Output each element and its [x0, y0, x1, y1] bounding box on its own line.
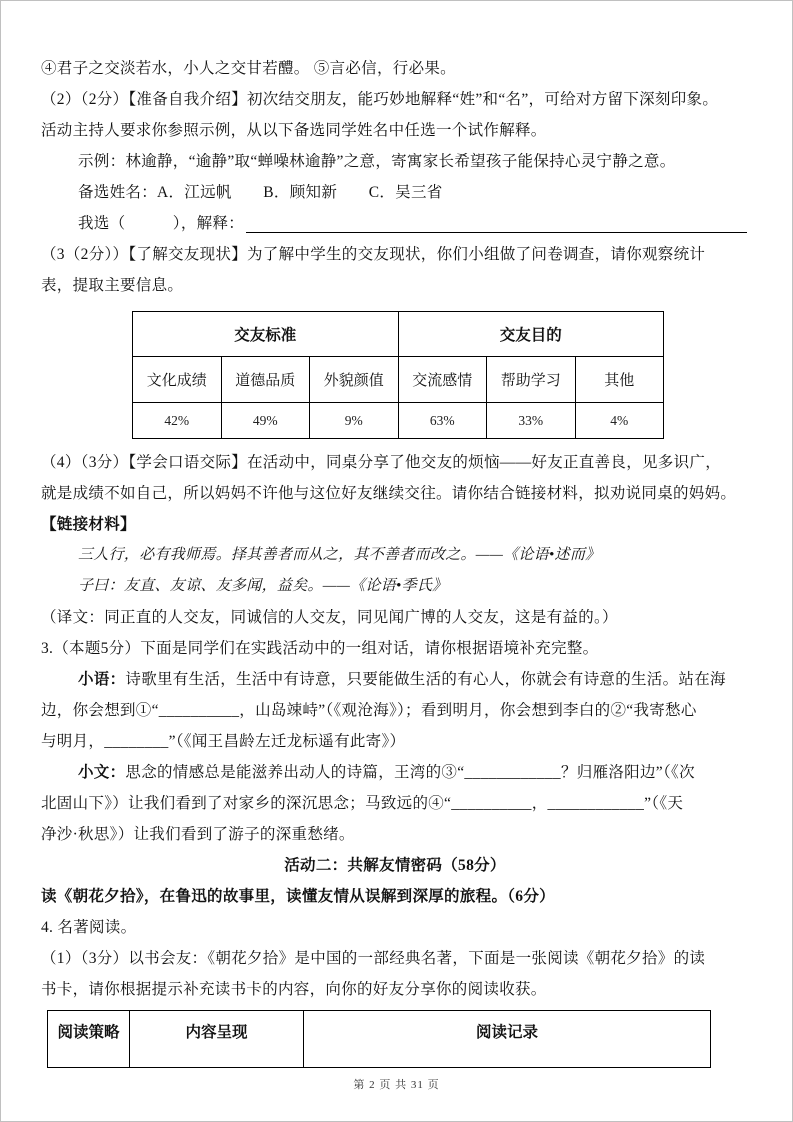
xiaoyu-speaker-label: 小语：	[78, 671, 126, 688]
reading-card-header-row	[48, 1011, 711, 1068]
group-header-standards: 交友标准	[133, 312, 399, 357]
activity-2-subtitle: 读《朝花夕拾》，在鲁迅的故事里，读懂友情从误解到深厚的旅程。（6分）	[41, 888, 555, 905]
content-presentation-header: 内容呈现	[130, 1011, 304, 1068]
analects-quote-2: 子曰：友直、友谅、友多闻，益矣。——《论语•季氏》	[78, 578, 448, 594]
survey-table-group-header-row	[133, 312, 664, 357]
col-header: 帮助学习	[487, 357, 576, 403]
value-cell: 33%	[487, 403, 576, 439]
xiaowen-line2: 北固山下》）让我们看到了对家乡的深沉思念；马致远的④“__________，____________”（《天	[41, 795, 684, 812]
question-4-oral-line2: 就是成绩不如自己，所以妈妈不许他与这位好友继续交往。请你结合链接材料，拟劝说同桌的妈妈。	[41, 485, 737, 502]
translation-line: （译文：同正直的人交友，同诚信的人交友，同见闻广博的人交友，这是有益的。）	[41, 609, 618, 626]
xiaoyu-line3: 与明月，________”（《闻王昌龄左迁龙标遥有此寄》）	[41, 733, 406, 750]
question-3-dialog-intro: 3.（本题5分）下面是同学们在实践活动中的一组对话，请你根据语境补充完整。	[41, 640, 599, 657]
reading-strategy-header: 阅读策略	[48, 1011, 130, 1068]
col-header: 交流感情	[398, 357, 487, 403]
xiaowen-text: 思念的情感总是能滋养出动人的诗篇，王湾的③“____________？归雁洛阳边”（《次	[125, 764, 695, 781]
xiaoyu-text: 诗歌里有生活，生活中有诗意，只要能做生活的有心人，你就会有诗意的生活。站在海	[125, 671, 726, 688]
col-header: 其他	[575, 357, 664, 403]
question-2-intro-line2: 活动主持人要求你参照示例，从以下备选同学姓名中任选一个试作解释。	[41, 122, 547, 139]
link-material-title: 【链接材料】	[41, 516, 136, 533]
col-header: 道德品质	[221, 357, 310, 403]
analects-quote-1: 三人行，必有我师焉。择其善者而从之，其不善者而改之。——《论语•述而》	[78, 547, 601, 563]
value-cell: 49%	[221, 403, 310, 439]
value-cell: 9%	[310, 403, 399, 439]
xiaowen-speaker-label: 小文：	[78, 764, 126, 781]
survey-table-values-row	[133, 403, 664, 439]
xiaoyu-line1	[41, 664, 749, 695]
col-header: 外貌颜值	[310, 357, 399, 403]
question-3-survey-line1: （3（2分））【了解交友现状】为了解中学生的交友现状，你们小组做了问卷调查，请你观察统计	[41, 246, 706, 263]
reading-card-table	[47, 1010, 711, 1068]
question-3-survey-line2: 表，提取主要信息。	[41, 277, 184, 294]
reading-record-header: 阅读记录	[304, 1011, 711, 1068]
question-2-example: 示例：林逾静，“逾静”取“蝉噪林逾静”之意，寄寓家长希望孩子能保持心灵宁静之意。	[78, 153, 676, 170]
question-2-intro-line1: （2）（2分）【准备自我介绍】初次结交朋友，能巧妙地解释“姓”和“名”，可给对方留下深刻印象。	[41, 91, 719, 108]
activity-2-heading: 活动二：共解友情密码（58分）	[284, 857, 506, 874]
question-4-mingzhu-title: 4. 名著阅读。	[41, 919, 137, 936]
page-number-footer: 第 2 页 共 31 页	[353, 1079, 440, 1091]
maxims-line: ④君子之交淡若水，小人之交甘若醴。 ⑤言必信，行必果。	[41, 60, 456, 77]
xiaowen-line3: 净沙·秋思》）让我们看到了游子的深重愁绪。	[41, 826, 355, 843]
answer-blank-line	[246, 232, 747, 233]
survey-table-column-header-row	[133, 357, 664, 403]
answer-prefix: 我选（ ），解释：	[78, 215, 245, 232]
value-cell: 63%	[398, 403, 487, 439]
col-header: 文化成绩	[133, 357, 222, 403]
survey-table	[132, 311, 664, 439]
question-4-1-line1: （1）（3分）以书会友：《朝花夕拾》是中国的一部经典名著，下面是一张阅读《朝花夕拾》的读	[41, 950, 706, 967]
question-4-oral-line1: （4）（3分）【学会口语交际】在活动中，同桌分享了他交友的烦恼——好友正直善良，见多识广，	[41, 454, 722, 471]
value-cell: 4%	[575, 403, 664, 439]
question-2-answer-line	[41, 208, 749, 239]
question-4-1-line2: 书卡，请你根据提示补充读书卡的内容，向你的好友分享你的阅读收获。	[41, 981, 547, 998]
value-cell: 42%	[133, 403, 222, 439]
group-header-purposes: 交友目的	[398, 312, 664, 357]
xiaowen-line1	[41, 757, 749, 788]
question-2-name-options: 备选姓名：A．江远帆 B．顾知新 C．吴三省	[78, 184, 443, 201]
xiaoyu-line2: 边，你会想到①“__________，山岛竦峙”（《观沧海》）；看到明月，你会想到李白的②“我寄愁心	[41, 702, 697, 719]
